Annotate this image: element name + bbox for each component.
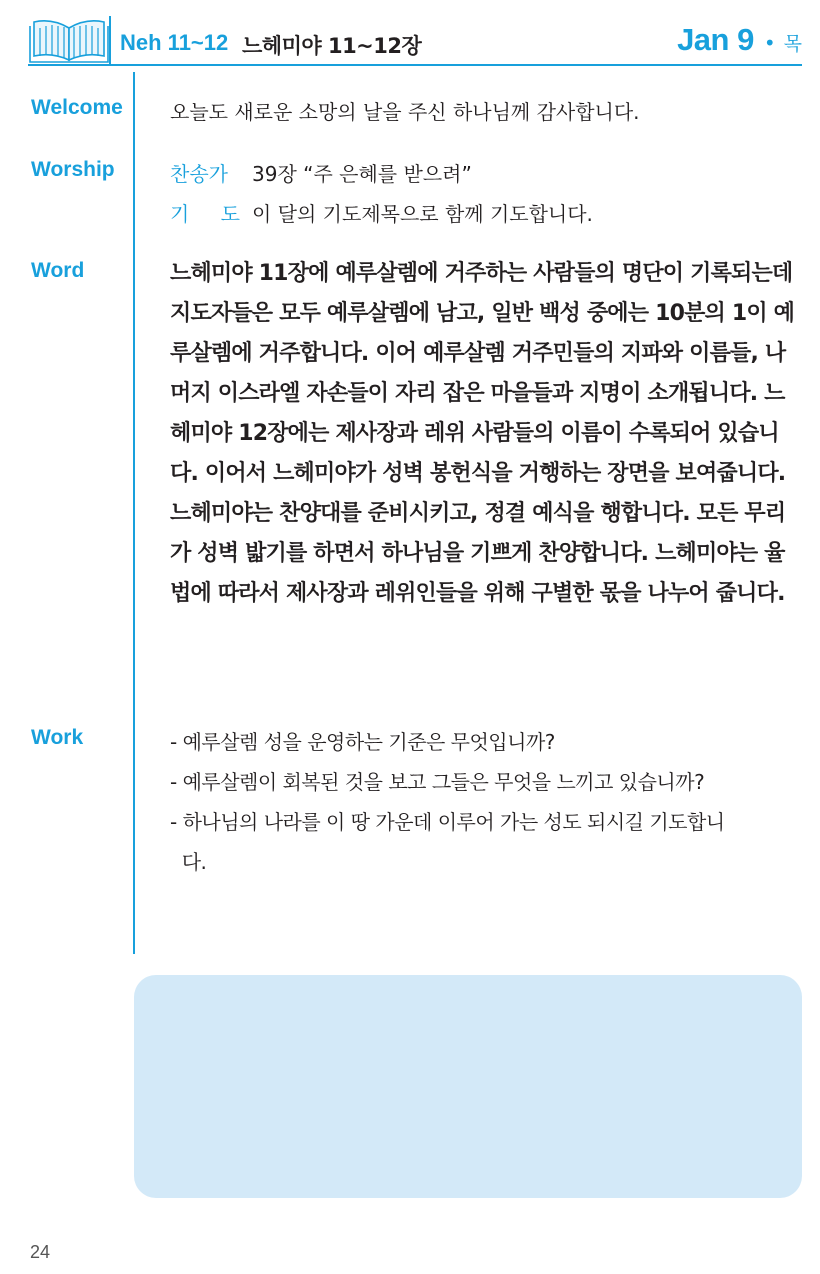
prayer-value: 이 달의 기도제목으로 함께 기도합니다.: [252, 202, 593, 226]
work-question: - 하나님의 나라를 이 땅 가운데 이루어 가는 성도 되시길 기도합니: [170, 810, 725, 834]
hymn-value: 39장 “주 은혜를 받으려”: [252, 162, 472, 186]
prayer-key: [170, 198, 252, 227]
notes-box[interactable]: [134, 975, 802, 1198]
word-line: 다. 이어서 느헤미야가 성벽 봉헌식을 거행하는 장면을 보여줍니다.: [170, 461, 786, 486]
welcome-text: 오늘도 새로운 소망의 날을 주신 하나님께 감사합니다.: [170, 100, 640, 124]
page-number: 24: [30, 1242, 51, 1262]
hymn-row: [170, 158, 472, 187]
welcome-label: Welcome: [31, 96, 123, 119]
prayer-key-char-1: 기: [170, 202, 190, 226]
passage-reference: Neh 11~12: [120, 30, 229, 55]
worship-label: Worship: [31, 158, 115, 181]
passage-title: 느헤미야 11~12장: [242, 34, 422, 58]
word-line: 법에 따라서 제사장과 레위인들을 위해 구별한 몫을 나누어 줍니다.: [170, 581, 785, 606]
page-header: [0, 0, 820, 70]
word-label: Word: [31, 259, 85, 282]
word-line: 루살렘에 거주합니다. 이어 예루살렘 거주민들의 지파와 이름들, 나: [170, 341, 786, 366]
date: Jan 9: [677, 22, 754, 57]
header-rule: [28, 64, 802, 66]
bullet-dot-icon: •: [763, 31, 776, 55]
word-line: 머지 이스라엘 자손들이 자리 잡은 마을들과 지명이 소개됩니다. 느: [170, 381, 785, 406]
date-block: [677, 22, 802, 58]
work-label: Work: [31, 726, 84, 749]
header-divider: [109, 16, 111, 64]
work-question-continuation: 다.: [170, 850, 207, 874]
work-question: - 예루살렘 성을 운영하는 기준은 무엇입니까?: [170, 730, 555, 754]
word-paragraph: [170, 254, 802, 614]
prayer-key-char-2: 도: [220, 202, 240, 226]
word-line: 헤미야 12장에는 제사장과 레위 사람들의 이름이 수록되어 있습니: [170, 421, 779, 446]
word-line: 느헤미야는 찬양대를 준비시키고, 정결 예식을 행합니다. 모든 무리: [170, 501, 786, 526]
hymn-key: 찬송가: [170, 162, 228, 186]
section-divider-line: [133, 72, 135, 954]
work-question: - 예루살렘이 회복된 것을 보고 그들은 무엇을 느끼고 있습니까?: [170, 770, 705, 794]
word-line: 가 성벽 밟기를 하면서 하나님을 기쁘게 찬양합니다. 느헤미야는 율: [170, 541, 785, 566]
word-line: 지도자들은 모두 예루살렘에 남고, 일반 백성 중에는 10분의 1이 예: [170, 301, 795, 326]
weekday: 목: [783, 33, 802, 55]
open-book-icon: [28, 16, 110, 66]
word-line: 느헤미야 11장에 예루살렘에 거주하는 사람들의 명단이 기록되는데: [170, 261, 793, 286]
prayer-row: [170, 198, 593, 227]
